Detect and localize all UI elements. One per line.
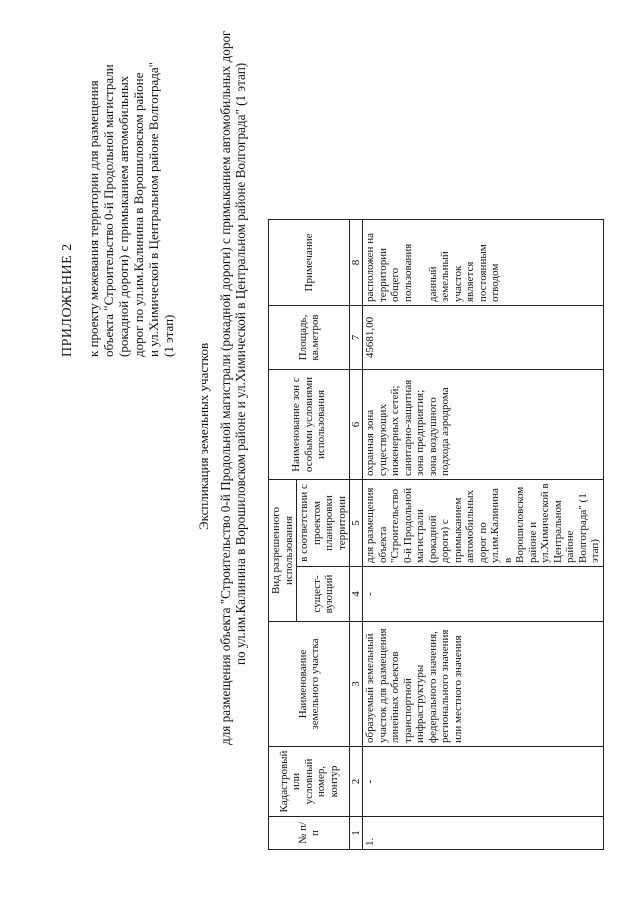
col-number: 5 — [350, 480, 363, 567]
col-number: 7 — [350, 306, 363, 370]
header-special-zones: Наименование зон с особыми условиями использования — [269, 370, 350, 480]
column-number-row — [350, 220, 363, 850]
header-num: № п/п — [269, 817, 350, 850]
header-permitted-use: Вид разрешенного использования — [269, 480, 297, 622]
row-existing-use: - — [363, 567, 604, 622]
appendix-line-1: к проекту межевания территории для размещения — [86, 80, 101, 357]
appendix-line-5: и ул.Химической в Центральном районе Волгограда" — [146, 62, 161, 357]
row-cadastral: - — [363, 747, 604, 817]
row-num: 1. — [363, 817, 604, 850]
header-cadastral: Кадастровый или условный номер, контур — [269, 747, 350, 817]
header-name: Наименование земельного участка — [269, 622, 350, 747]
explication-table — [268, 219, 604, 850]
appendix-line-3: (рокадной дороги) с примыканием автомобильных — [116, 75, 131, 357]
explication-subtitle-2: по ул.им.Калинина в Ворошиловском районе и ул.Химической в Центральном районе Волгограда" (1 этап) — [233, 62, 248, 665]
col-number: 3 — [350, 622, 363, 747]
table-row — [363, 220, 604, 850]
header-note: Примечание — [269, 220, 350, 306]
explication-subtitle-1: для размещения объекта "Строительство 0-й Продольной магистрали (рокадной дороги) с примыканием автомобильных дорог — [218, 30, 233, 745]
appendix-title: ПРИЛОЖЕНИЕ 2 — [60, 243, 75, 357]
appendix-line-4: дорог по ул.им.Калинина в Ворошиловском районе — [131, 72, 146, 357]
col-number: 8 — [350, 220, 363, 306]
header-project-use: в соответствии с проектом планировки территории — [297, 480, 350, 567]
row-name: образуемый земельный участок для размещения линейных объектов транспортной инфраструктуры федерального значения, регионального значения или местного значения — [363, 622, 604, 747]
row-project-use: для размещения объекта "Строительство 0-й Продольной магистрали (рокадной дороги) с примыканием автомобильных дорог по ул.им.Калинина в Ворошиловском районе и ул.Химической в Центральном районе Волгограда" (1 этап) — [363, 480, 604, 567]
header-area: Площадь, кв.метров — [269, 306, 350, 370]
header-existing-use: сущест-вующий — [297, 567, 350, 622]
col-number: 6 — [350, 370, 363, 480]
row-area: 45681,00 — [363, 306, 604, 370]
row-special-zones: охранная зона существующих инженерных сетей; санитарно-защитная зона предприятия; зона воздушного подхода аэродрома — [363, 370, 604, 480]
col-number: 2 — [350, 747, 363, 817]
col-number: 4 — [350, 567, 363, 622]
col-number: 1 — [350, 817, 363, 850]
row-note: расположен на территории общего пользования данный земельный участок является постоянным отводом — [363, 220, 604, 306]
explication-title: Экспликация земельных участков — [196, 342, 211, 530]
appendix-line-6: (1 этап) — [161, 314, 176, 357]
appendix-line-2: объекта "Строительство 0-й Продольной магистрали — [101, 64, 116, 357]
